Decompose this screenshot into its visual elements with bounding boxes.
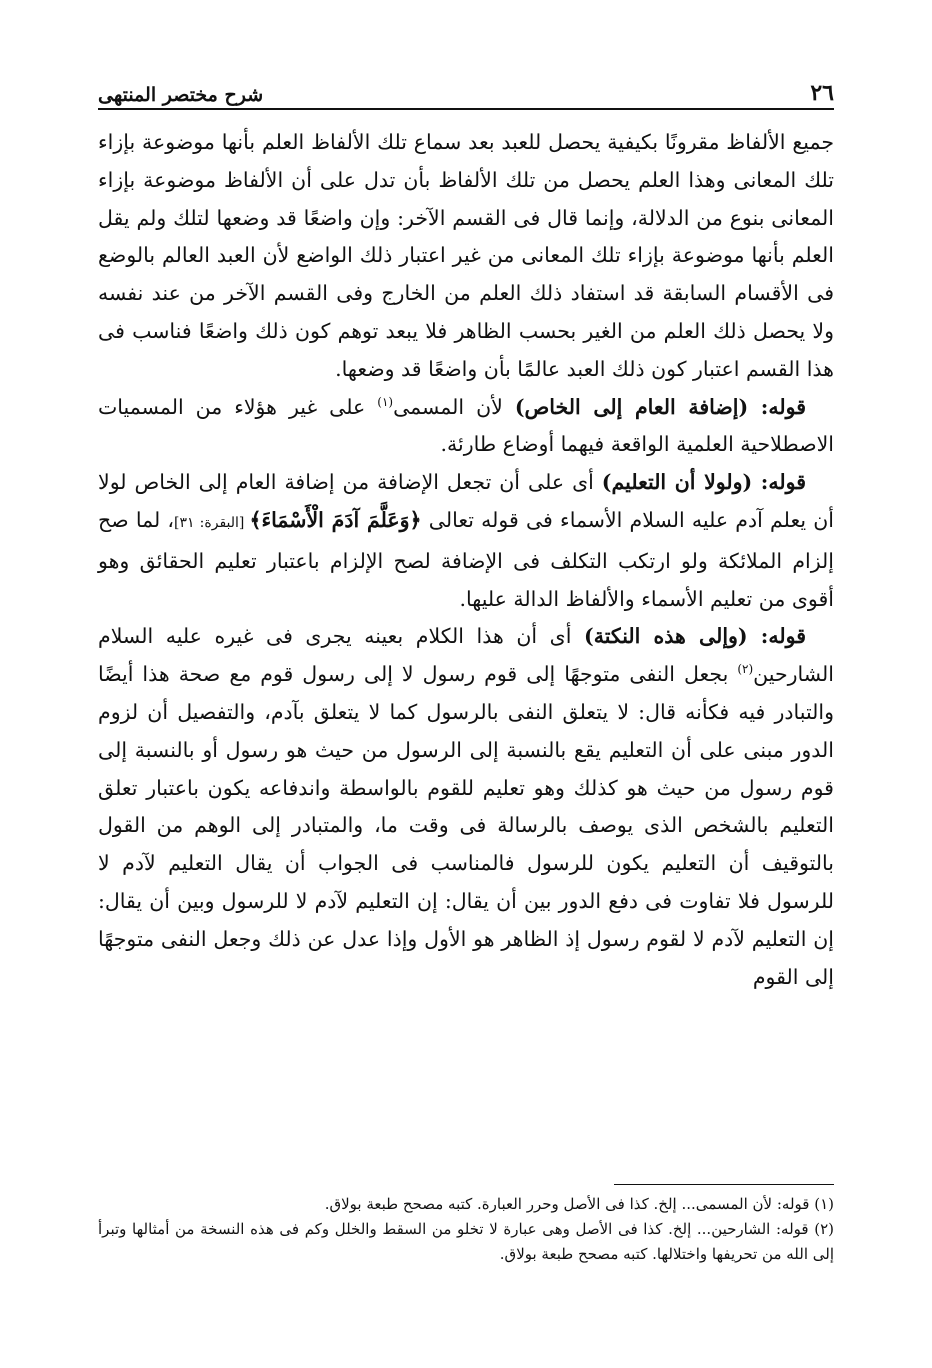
paragraph-4-text-a: أى أن هذا الكلام بعينه يجرى فى غيره عليه السلام الشارحين [98, 624, 834, 687]
paragraph-1-text: جميع الألفاظ مقرونًا بكيفية يحصل للعبد بعد سماع تلك الألفاظ العلم بأنها موضوعة بإزاء تلك المعانى وهذا العلم يحصل من تلك الألفاظ بأن تدل على أن الألفاظ موضوعة بإزاء المعانى بنوع من الدلالة، وإنما قال فى القسم الآخر: وإن واضعًا قد وضعها لتلك ولم يقل العلم بأنها موضوعة بإزاء تلك المعانى من غير اعتبار ذلك الواضع لأن العبد العالم بالوضع فى الأقسام السابقة قد استفاد ذلك العلم من الخارج وفى القسم الآخر من عند نفسه ولا يحصل ذلك العلم من الغير بحسب الظاهر فلا يبعد توهم كون ذلك واضعًا فناسب فى هذا القسم اعتبار كون ذلك العبد عالمًا بأن واضعًا قد وضعها. [98, 130, 834, 381]
footnote-1 [98, 1192, 834, 1217]
paragraph-4-text-b: بجعل النفى متوجهًا إلى قوم رسول لا إلى رسول قوم مع صحة هذا أيضًا والتبادر فيه فكأنه قال: لا يتعلق النفى بالرسول كما لا يتعلق بآدم، والتفصيل أن لزوم الدور مبنى على أن التعليم يقع بالنسبة إلى الرسول من حيث هو رسول أو بالنسبة إلى قوم رسول من حيث هو كذلك وهو تعليم للقوم بالواسطة واندفاعه يكون باعتبار تعلق التعليم بالشخص الذى يوصف بالرسالة فى وقت ما، والمتبادر إلى الوهم من القول بالتوقيف أن التعليم يكون للرسول فالمناسب فى الجواب أن يقال التعليم لآدم لا للرسول فلا تفاوت فى دفع الدور بين أن يقال: إن التعليم لآدم لا للرسول وبين أن يقال: إن التعليم لآدم لا لقوم رسول إذ الظاهر هو الأول وإذا عدل عن ذلك وجعل النفى متوجهًا إلى القوم [98, 662, 834, 989]
footnote-2-text: قوله: الشارحين... إلخ. كذا فى الأصل وهى عبارة لا تخلو من السقط والخلل وكم فى هذه النسخة من أمثالها وتبرأ إلى الله من تحريفها واختلالها. كتبه مصحح طبعة بولاق. [98, 1220, 834, 1263]
paragraph-2 [98, 389, 834, 465]
running-title: شرح مختصر المنتهى [98, 84, 264, 106]
footnote-1-marker[interactable]: (١) [377, 394, 394, 409]
footnote-2-marker[interactable]: (٢) [737, 662, 754, 677]
verse-reference: [البقرة: ٣١] [174, 514, 250, 531]
paragraph-2-text-a: لأن المسمى [393, 394, 515, 419]
quran-verse: ﴿وَعَلَّمَ آدَمَ الْأَسْمَاءَ﴾ [249, 507, 422, 532]
footnote-divider [614, 1184, 834, 1185]
paragraph-3 [98, 464, 834, 618]
footnotes [98, 1192, 834, 1267]
footnote-1-text: قوله: لأن المسمى... إلخ. كذا فى الأصل وحرر العبارة. كتبه مصحح طبعة بولاق. [324, 1195, 815, 1213]
paragraph-4-lead: قوله: (وإلى هذه النكتة) [584, 624, 806, 649]
paragraph-3-text-b: ، لما صح إلزام الملائكة ولو ارتكب التكلف فى الإضافة لصح الإلزام باعتبار تعليم الحقائق وهو أقوى من تعليم الأسماء والألفاظ الدالة عليها. [98, 507, 834, 611]
main-text [98, 124, 834, 996]
page-header [98, 72, 834, 106]
paragraph-3-text-a: أى على أن تجعل الإضافة من إضافة العام إلى الخاص لولا أن يعلم آدم عليه السلام الأسماء فى قوله تعالى [98, 470, 834, 532]
paragraph-2-text-b: على غير هؤلاء من المسميات الاصطلاحية العلمية الواقعة فيهما أوضاع طارئة. [98, 394, 834, 457]
paragraph-1 [98, 124, 834, 389]
paragraph-4 [98, 618, 834, 996]
footnote-1-label: (١) [814, 1195, 834, 1213]
header-divider [98, 108, 834, 110]
footnote-2-label: (٢) [814, 1220, 834, 1238]
paragraph-2-lead: قوله: (إضافة العام إلى الخاص) [514, 394, 806, 419]
paragraph-3-lead: قوله: (ولولا أن التعليم) [601, 470, 806, 495]
footnote-2 [98, 1217, 834, 1267]
page-number: ٢٦ [810, 80, 834, 106]
